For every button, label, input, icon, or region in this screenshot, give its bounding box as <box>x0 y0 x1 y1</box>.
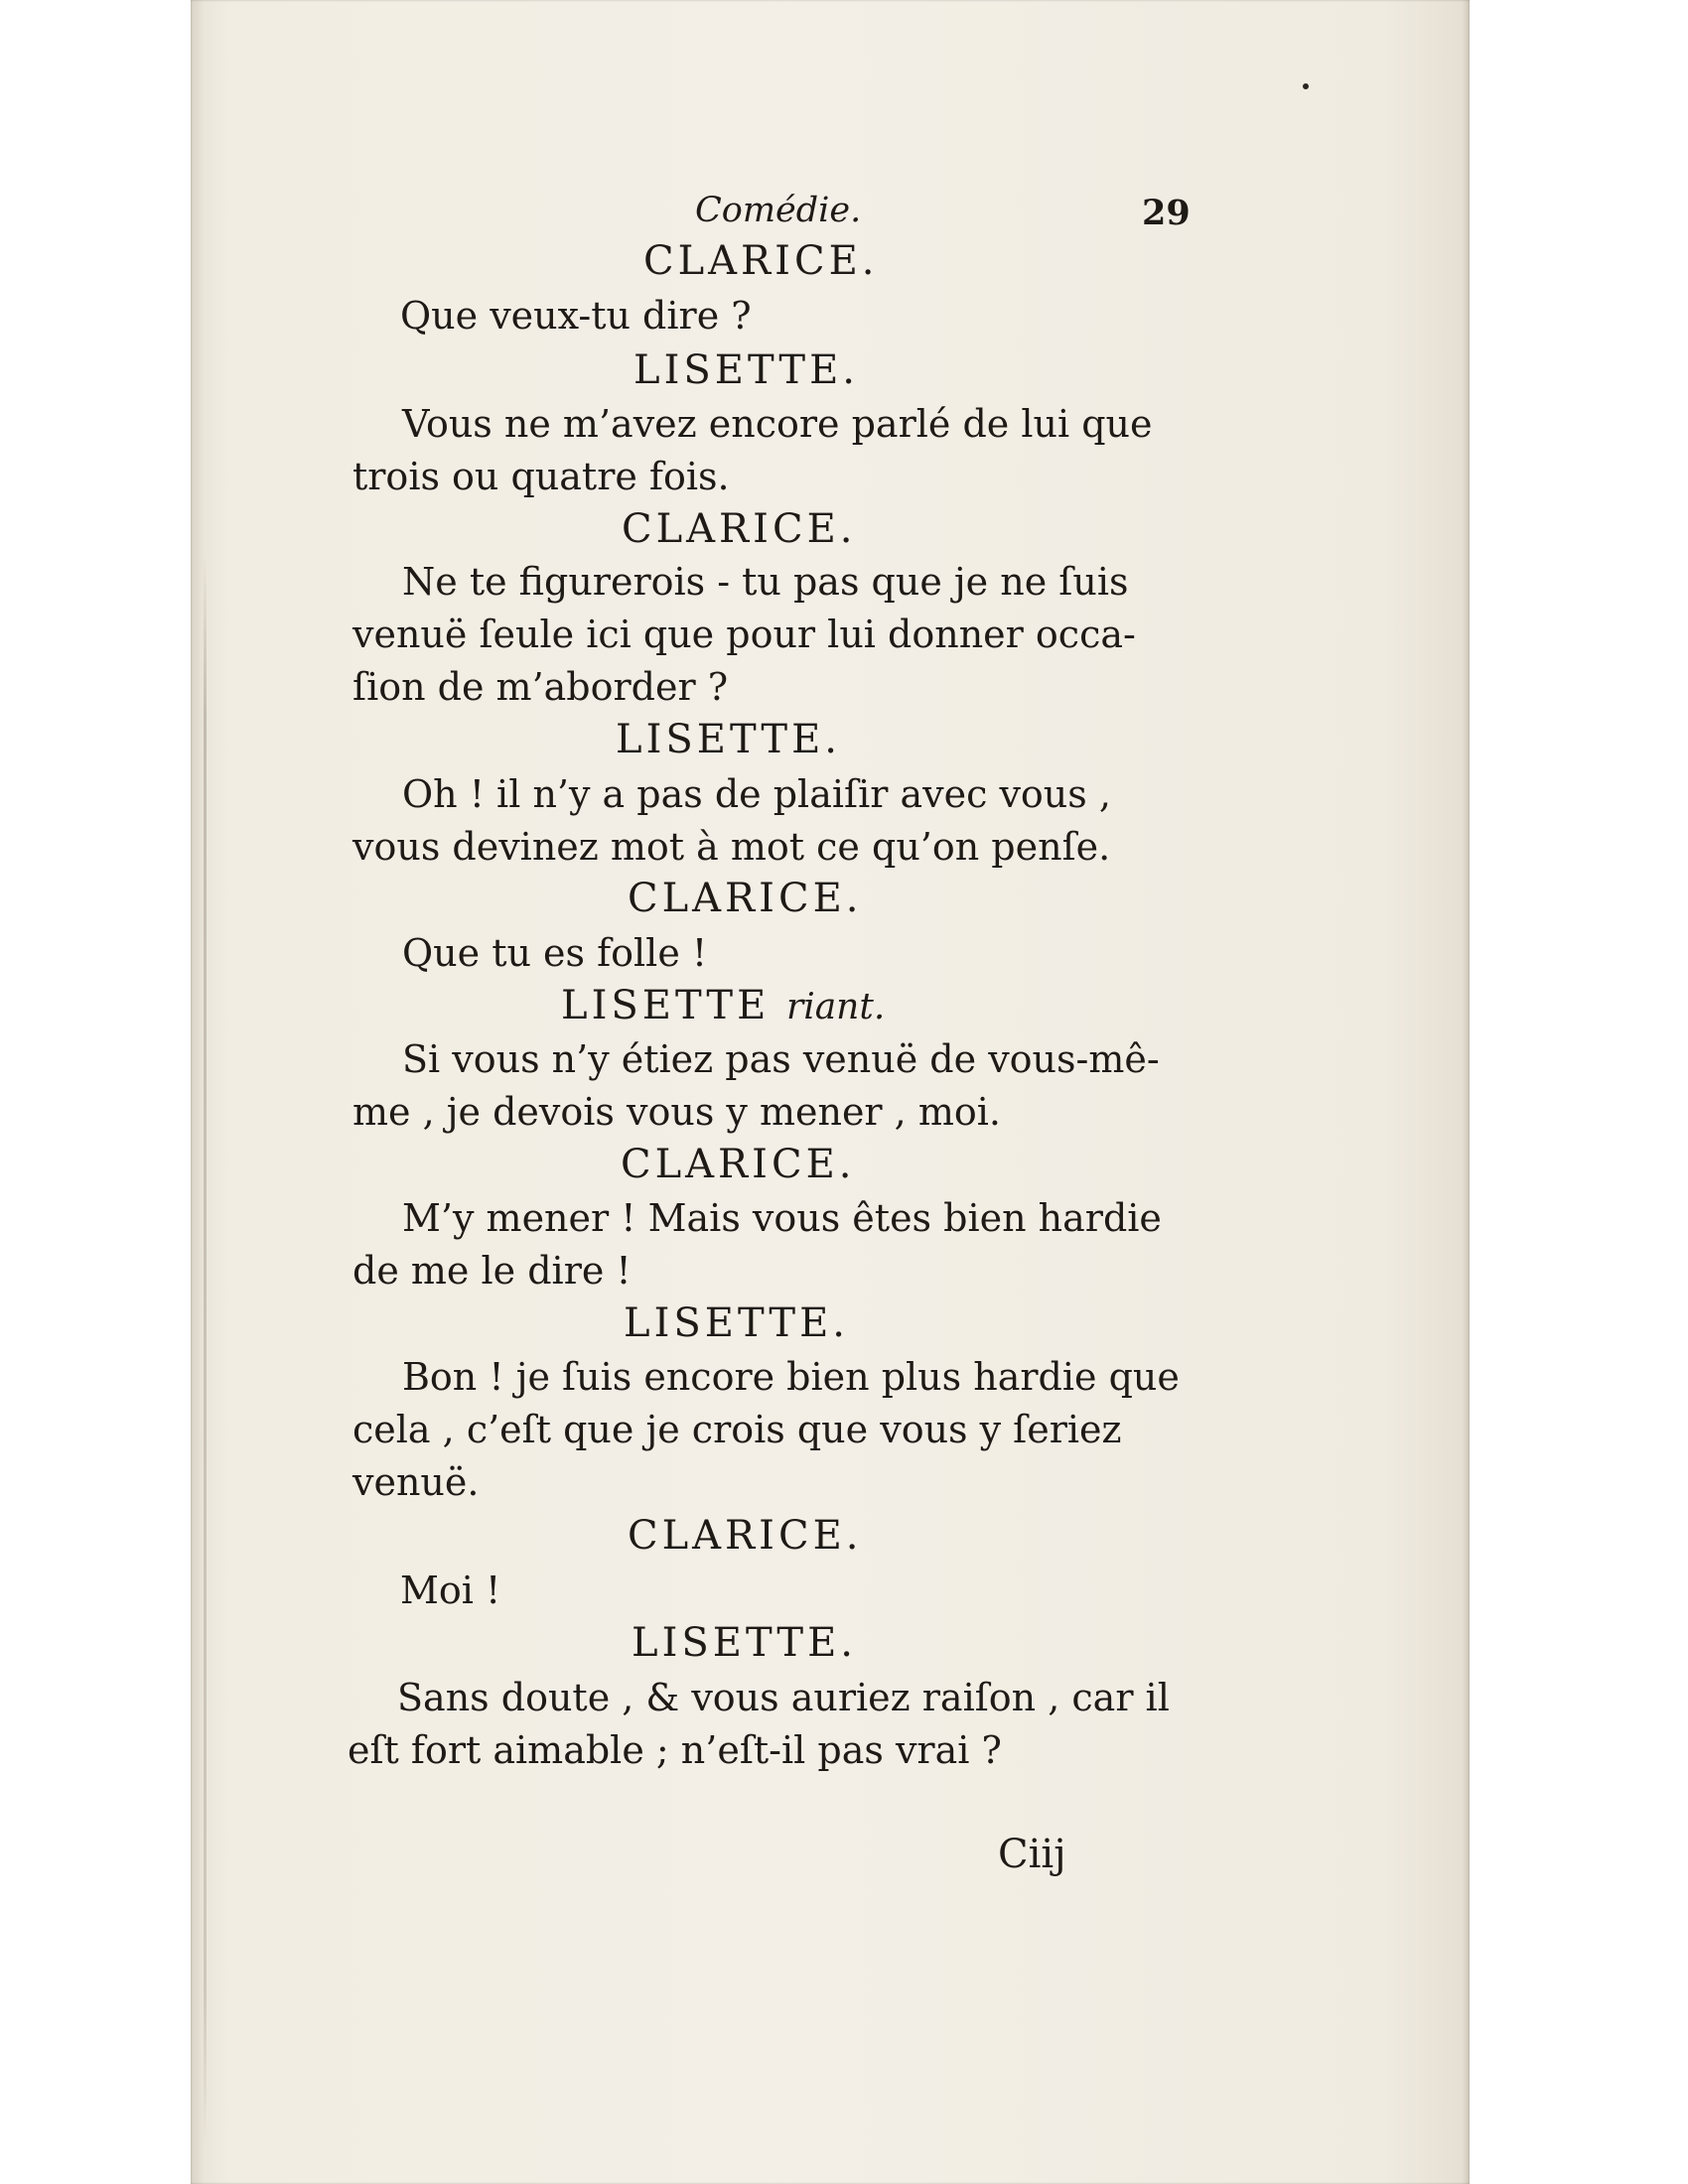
dialogue-line: Bon ! je ſuis encore bien plus hardie que <box>402 1355 1180 1399</box>
speaker-name: CLARICE. <box>628 876 863 921</box>
dialogue-line: vous devinez mot à mot ce qu’on penſe. <box>352 825 1111 869</box>
page-number: 29 <box>1142 193 1191 233</box>
dialogue-line: Moi ! <box>400 1569 501 1612</box>
dialogue-line: de me le dire ! <box>352 1249 632 1293</box>
dialogue-line: Sans doute , & vous auriez raiſon , car il <box>397 1676 1170 1719</box>
dialogue-line: trois ou quatre fois. <box>352 455 730 498</box>
stage-direction: riant. <box>785 987 886 1027</box>
speaker-name: LISETTE. <box>632 1620 857 1666</box>
speaker-name: LISETTE. <box>616 717 841 762</box>
dialogue-line: Ne te figurerois - tu pas que je ne ſuis <box>402 560 1129 604</box>
speaker-name: LISETTE. <box>633 347 859 393</box>
dialogue-line: me , je devois vous y mener , moi. <box>352 1090 1001 1134</box>
speaker-name: CLARICE. <box>622 506 857 552</box>
speaker-name <box>561 983 885 1028</box>
dialogue-line: Si vous n’y étiez pas venuë de vous-mê- <box>402 1037 1160 1081</box>
dialogue-line: M’y mener ! Mais vous êtes bien hardie <box>402 1196 1162 1240</box>
running-title: Comédie. <box>695 191 862 230</box>
speaker-name: LISETTE. <box>624 1300 849 1346</box>
dialogue-line: venuë. <box>352 1460 480 1504</box>
speaker-name: CLARICE. <box>621 1142 856 1187</box>
dialogue-line: venuë ſeule ici que pour lui donner occa- <box>352 613 1136 656</box>
page-gutter-shadow <box>204 556 207 2144</box>
ink-speck <box>1303 83 1309 89</box>
dialogue-line: eſt fort aimable ; n’eſt-il pas vrai ? <box>348 1728 1002 1772</box>
dialogue-line: Oh ! il n’y a pas de plaiſir avec vous , <box>402 772 1111 816</box>
dialogue-line: cela , c’eſt que je crois que vous y ſeriez <box>352 1408 1122 1451</box>
dialogue-line: Que tu es folle ! <box>402 931 708 975</box>
dialogue-line: Vous ne m’avez encore parlé de lui que <box>402 402 1153 446</box>
dialogue-line: ſion de m’aborder ? <box>352 665 729 709</box>
speaker-name: CLARICE. <box>643 238 879 284</box>
signature-mark: Ciij <box>998 1832 1066 1877</box>
dialogue-line: Que veux-tu dire ? <box>400 294 752 338</box>
speaker-name: CLARICE. <box>628 1513 863 1559</box>
speaker-label: LISETTE <box>561 983 771 1028</box>
